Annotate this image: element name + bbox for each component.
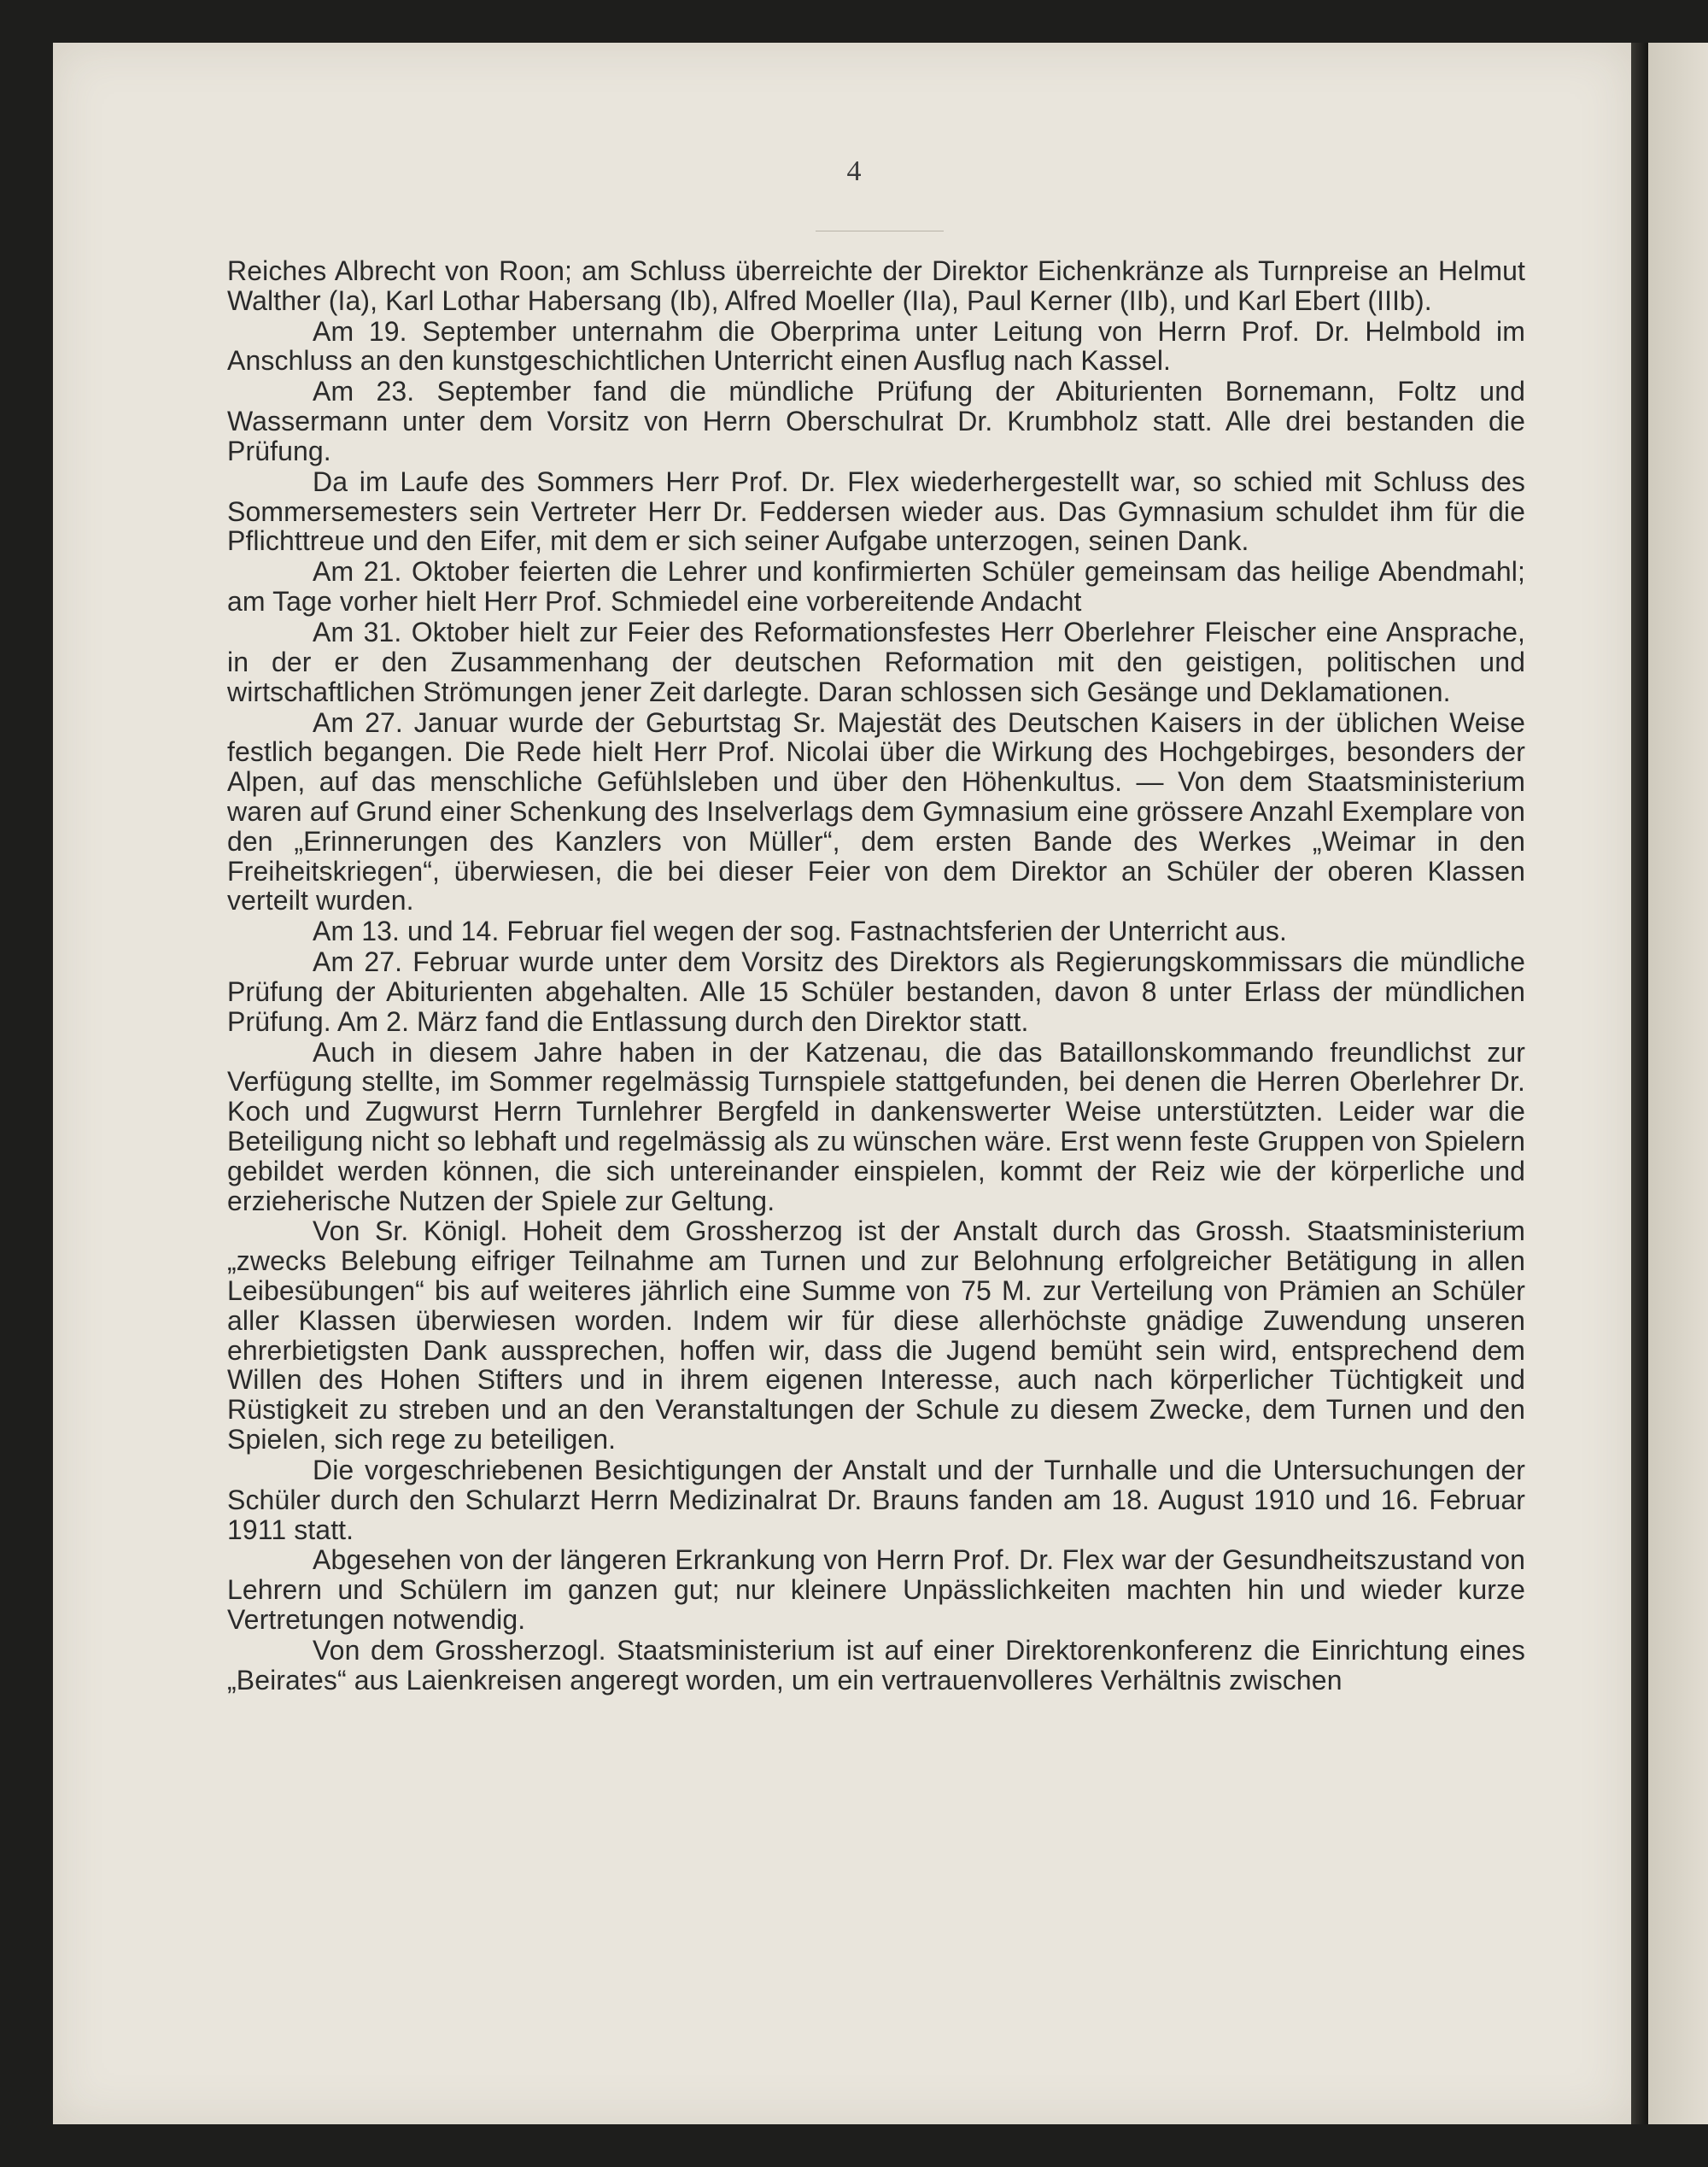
paragraph: Am 19. September unternahm die Oberprima unter Leitung von Herrn Prof. Dr. Helmbold im Anschluss an den kunstgeschichtlichen Unterricht einen Ausflug nach Kassel. [227,315,1525,377]
paragraph: Am 23. September fand die mündliche Prüfung der Abiturienten Bornemann, Foltz und Wassermann unter dem Vorsitz von Herrn Oberschulrat Dr. Krumbholz statt. Alle drei bestanden die Prüfung. [227,376,1525,466]
body-text [227,256,1525,1696]
book-spine [1631,43,1648,2124]
paragraph: Von Sr. Königl. Hoheit dem Grossherzog ist der Anstalt durch das Grossh. Staatsministerium „zwecks Belebung eifriger Teilnahme am Turnen und zur Belohnung erfolgreicher Betätigung in allen Leibesübungen“ bis auf weiteres jährlich eine Summe von 75 M. zur Verteilung von Prämien an Schüler aller Klassen überwiesen worden. Indem wir für diese allerhöchste gnädige Zuwendung unseren ehrerbietigsten Dank aussprechen, hoffen wir, dass die Jugend bemüht sein wird, entsprechend dem Willen des Hohen Stifters und in ihrem eigenen Interesse, auch nach körperlicher Tüchtigkeit und Rüstigkeit zu streben und an den Veranstaltungen der Schule zu diesem Zwecke, dem Turnen und den Spielen, sich rege zu beteiligen. [227,1215,1525,1455]
paragraph: Da im Laufe des Sommers Herr Prof. Dr. Flex wiederhergestellt war, so schied mit Schluss des Sommersemesters sein Vertreter Herr Dr. Feddersen wieder aus. Das Gymnasium schuldet ihm für die Pflichttreue und den Eifer, mit dem er sich seiner Aufgabe unterzogen, seinen Dank. [227,466,1525,557]
paragraph: Am 13. und 14. Februar fiel wegen der sog. Fastnachtsferien der Unterricht aus. [313,916,1287,947]
paragraph: Am 21. Oktober feierten die Lehrer und konfirmierten Schüler gemeinsam das heilige Abendmahl; am Tage vorher hielt Herr Prof. Schmiedel eine vorbereitende Andacht [227,556,1525,618]
paragraph: Am 27. Januar wurde der Geburtstag Sr. Majestät des Deutschen Kaisers in der üblichen Weise festlich begangen. Die Rede hielt Herr Prof. Nicolai über die Wirkung des Hochgebirges, besonders der Alpen, auf das menschliche Gefühlsleben und über den Höhenkultus. — Von dem Staatsministerium waren auf Grund einer Schenkung des Inselverlags dem Gymnasium eine grössere Anzahl Exemplare von den „Erinnerungen des Kanzlers von Müller“, dem ersten Bande des Werkes „Weimar in den Freiheitskriegen“, überwiesen, die bei dieser Feier von dem Direktor an Schüler der oberen Klassen verteilt wurden. [227,706,1525,917]
paragraph: Abgesehen von der längeren Erkrankung von Herrn Prof. Dr. Flex war der Gesundheitszustand von Lehrern und Schülern im ganzen gut; nur kleinere Unpässlichkeiten machten hin und wieder kurze Vertretungen notwendig. [227,1544,1525,1635]
paragraph: Reiches Albrecht von Roon; am Schluss überreichte der Direktor Eichenkränze als Turnpreise an Helmut Walther (Ia), Karl Lothar Habersang (Ib), Alfred Moeller (IIa), Paul Kerner (IIb), und Karl Ebert (IIIb). [227,255,1525,316]
paragraph: Von dem Grossherzogl. Staatsministerium ist auf einer Direktorenkonferenz die Einrichtung eines „Beirates“ aus Laienkreisen angeregt worden, um ein vertrauenvolleres Verhältnis zwischen [227,1634,1525,1696]
paragraph: Die vorgeschriebenen Besichtigungen der Anstalt und der Turnhalle und die Untersuchungen der Schüler durch den Schularzt Herrn Medizinalrat Dr. Brauns fanden am 18. August 1910 und 16. Februar 1911 statt. [227,1454,1525,1545]
page-number: 4 [846,155,862,187]
adjacent-page-edge [1648,43,1708,2124]
paragraph: Am 27. Februar wurde unter dem Vorsitz des Direktors als Regierungskommissars die mündliche Prüfung der Abiturienten abgehalten. Alle 15 Schüler bestanden, davon 8 unter Erlass der mündlichen Prüfung. Am 2. März fand die Entlassung durch den Direktor statt. [227,946,1525,1037]
paragraph: Auch in diesem Jahre haben in der Katzenau, die das Bataillonskommando freundlichst zur Verfügung stellte, im Sommer regelmässig Turnspiele stattgefunden, bei denen die Herren Oberlehrer Dr. Koch und Zugwurst Herrn Turnlehrer Bergfeld in dankenswerter Weise unterstützten. Leider war die Beteiligung nicht so lebhaft und regelmässig als zu wünschen wäre. Erst wenn feste Gruppen von Spielern gebildet werden können, die sich untereinander einspielen, kommt der Reiz wie der körperliche und erzieherische Nutzen der Spiele zur Geltung. [227,1036,1525,1216]
paragraph: Am 31. Oktober hielt zur Feier des Reformationsfestes Herr Oberlehrer Fleischer eine Ansprache, in der er den Zusammenhang der deutschen Reformation mit den geistigen, politischen und wirtschaftlichen Strömungen jener Zeit darlegte. Daran schlossen sich Gesänge und Deklamationen. [227,617,1525,707]
